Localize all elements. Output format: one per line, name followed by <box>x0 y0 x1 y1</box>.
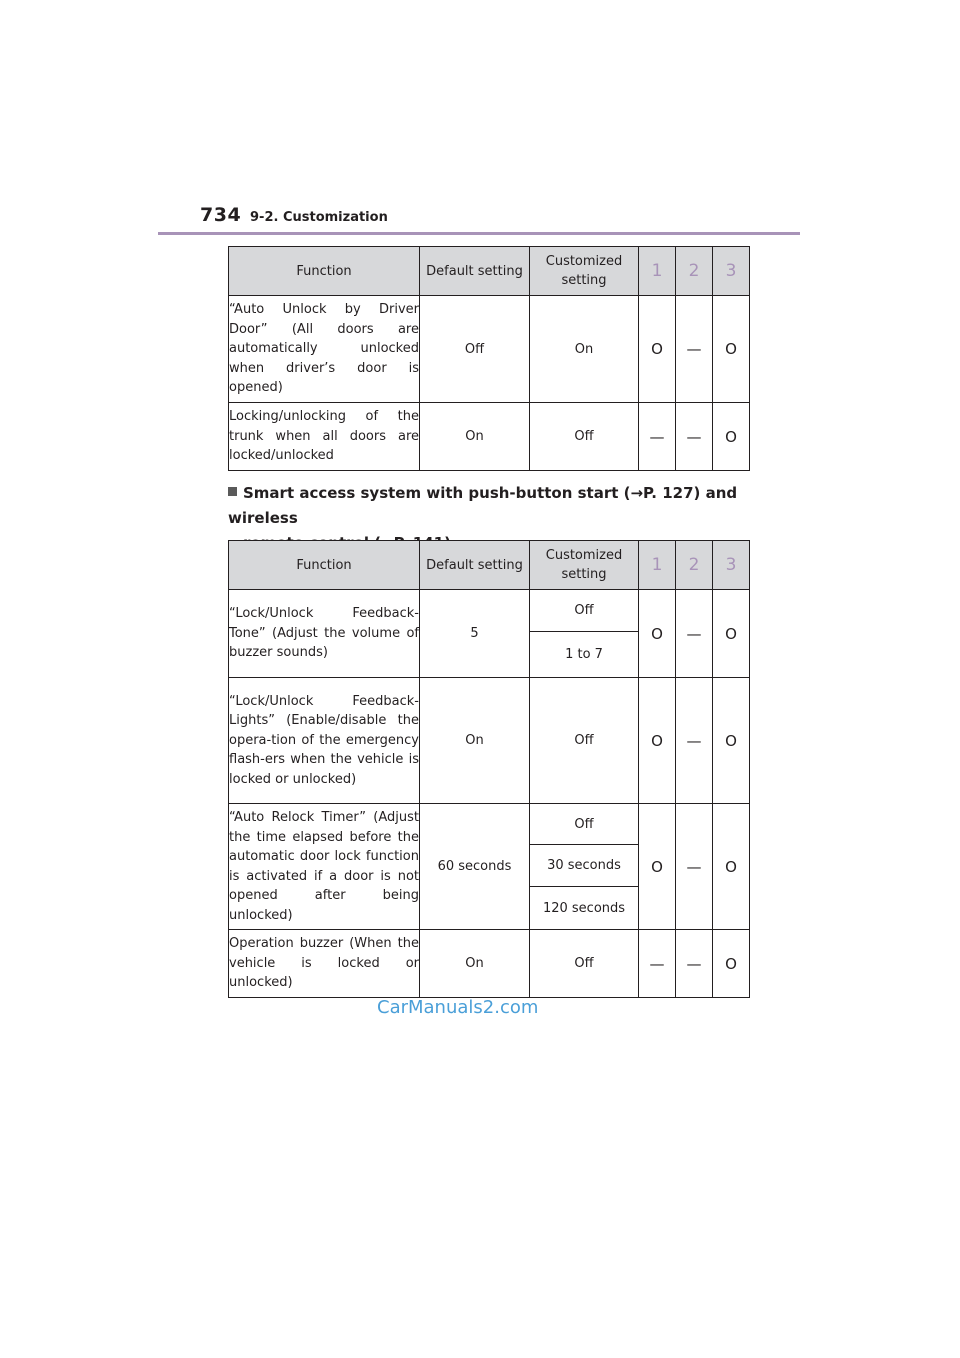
function-cell: Operation buzzer (When the vehicle is locked or unlocked) <box>229 930 420 998</box>
customized-cell: 30 seconds <box>530 845 639 887</box>
customized-cell: Off <box>530 930 639 998</box>
section-title: 9-2. Customization <box>250 210 388 225</box>
function-cell: “Auto Relock Timer” (Adjust the time elapsed before the automatic door lock function is activated if a door is not opened after being unlocked) <box>229 804 420 930</box>
circle-icon: O <box>713 678 750 804</box>
page-number: 734 <box>200 204 242 226</box>
table-header-row <box>229 541 750 590</box>
circled-3-icon: 3 <box>725 261 737 281</box>
function-cell: “Lock/Unlock Feedback-Tone” (Adjust the volume of buzzer sounds) <box>229 590 420 678</box>
col-3 <box>713 247 750 296</box>
customized-cell: 120 seconds <box>530 887 639 930</box>
col-1 <box>639 541 676 590</box>
col-function: Function <box>229 247 420 296</box>
customized-cell: Off <box>530 678 639 804</box>
circled-1-icon: 1 <box>651 555 663 575</box>
circle-icon: O <box>639 590 676 678</box>
customized-cell: Off <box>530 403 639 471</box>
function-cell: “Lock/Unlock Feedback-Lights” (Enable/disable the opera-tion of the emergency flash-ers when the vehicle is locked or unlocked) <box>229 678 420 804</box>
table-header-row <box>229 247 750 296</box>
customized-cell: Off <box>530 590 639 632</box>
dash-icon: — <box>676 590 713 678</box>
col-default: Default setting <box>420 541 530 590</box>
circled-2-icon: 2 <box>688 555 700 575</box>
function-cell: Locking/unlocking of the trunk when all doors are locked/unlocked <box>229 403 420 471</box>
circle-icon: O <box>713 590 750 678</box>
circle-icon: O <box>639 296 676 403</box>
circled-2-icon: 2 <box>688 261 700 281</box>
circled-3-icon: 3 <box>725 555 737 575</box>
square-bullet-icon <box>228 487 237 496</box>
default-cell: 60 seconds <box>420 804 530 930</box>
circle-icon: O <box>713 930 750 998</box>
function-cell: “Auto Unlock by Driver Door” (All doors are automatically unlocked when driver’s door is opened) <box>229 296 420 403</box>
col-customized: Customized setting <box>530 247 639 296</box>
table-row <box>229 403 750 471</box>
table-row <box>229 678 750 804</box>
watermark-link[interactable]: CarManuals2.com <box>377 997 539 1018</box>
settings-table-doors <box>228 246 750 471</box>
col-2 <box>676 247 713 296</box>
page-header <box>158 204 800 236</box>
default-cell: 5 <box>420 590 530 678</box>
dash-icon: — <box>676 930 713 998</box>
circled-1-icon: 1 <box>651 261 663 281</box>
dash-icon: — <box>676 296 713 403</box>
dash-icon: — <box>676 403 713 471</box>
table-row <box>229 296 750 403</box>
col-default: Default setting <box>420 247 530 296</box>
default-cell: On <box>420 678 530 804</box>
default-cell: On <box>420 403 530 471</box>
customized-cell: On <box>530 296 639 403</box>
dash-icon: — <box>639 930 676 998</box>
dash-icon: — <box>676 804 713 930</box>
col-customized: Customized setting <box>530 541 639 590</box>
col-2 <box>676 541 713 590</box>
dash-icon: — <box>676 678 713 804</box>
header-rule <box>158 232 800 235</box>
table-row <box>229 804 750 845</box>
circle-icon: O <box>713 804 750 930</box>
section-heading-line1: Smart access system with push-button start (→P. 127) and wireless <box>228 484 738 527</box>
circle-icon: O <box>639 678 676 804</box>
circle-icon: O <box>713 296 750 403</box>
circle-icon: O <box>713 403 750 471</box>
col-function: Function <box>229 541 420 590</box>
col-1 <box>639 247 676 296</box>
customized-cell: 1 to 7 <box>530 632 639 678</box>
customized-cell: Off <box>530 804 639 845</box>
settings-table-smart-access <box>228 540 750 998</box>
circle-icon: O <box>639 804 676 930</box>
default-cell: Off <box>420 296 530 403</box>
table-row <box>229 590 750 632</box>
table-row <box>229 930 750 998</box>
default-cell: On <box>420 930 530 998</box>
dash-icon: — <box>639 403 676 471</box>
col-3 <box>713 541 750 590</box>
